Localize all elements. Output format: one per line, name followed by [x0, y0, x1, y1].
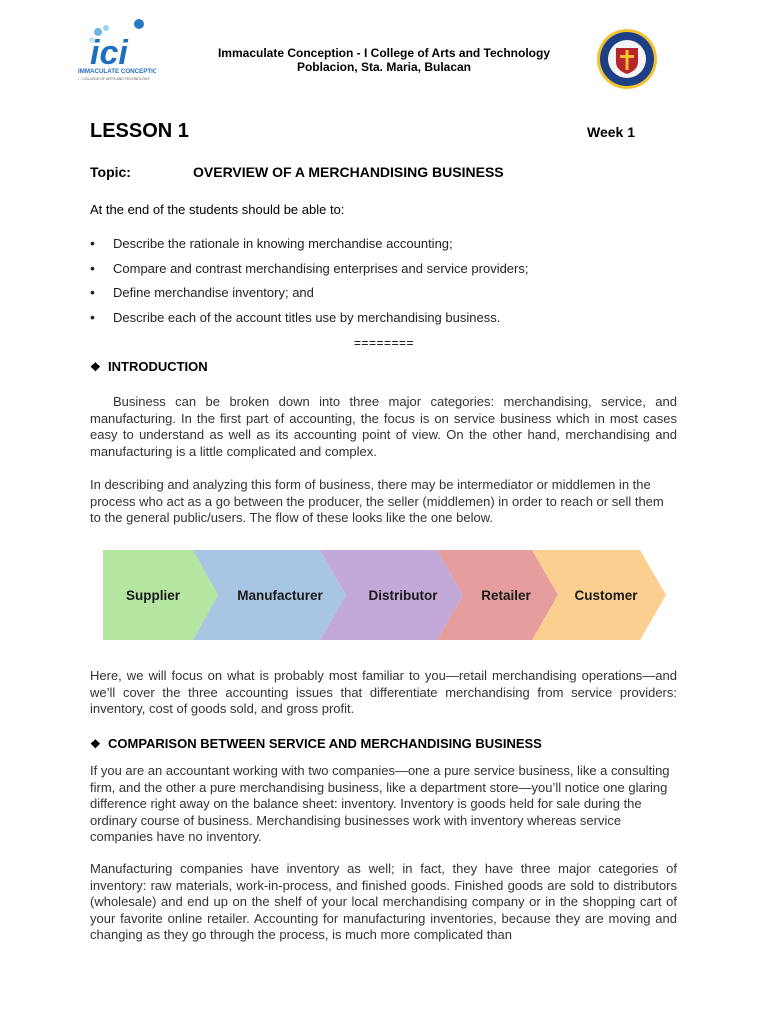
- objective-item: • Define merchandise inventory; and: [90, 285, 528, 310]
- flow-label-supplier: Supplier: [125, 588, 181, 603]
- school-name: Immaculate Conception - I College of Arts and Technology: [217, 46, 551, 60]
- flow-label-distributor: Distributor: [368, 588, 438, 603]
- comparison-heading: [90, 736, 542, 751]
- flow-label-manufacturer: Manufacturer: [237, 588, 323, 603]
- logo-wordmark: ici: [90, 34, 128, 72]
- school-seal-icon: [596, 28, 658, 90]
- topic-label: Topic:: [90, 164, 131, 180]
- school-header: [160, 46, 608, 74]
- comparison-paragraph-2: Manufacturing companies have inventory as well; in fact, they have three major categories of inventory: raw materials, work-in-process, and finished goods. Finished goods are sold to distributors (wholesale) and end up on the shelf of your local merchandising company or in the shopping cart of your favorite online retailer. Accounting for manufacturing inventories, because they are moving and changing as they go through the process, is much more complicated than: [90, 861, 677, 942]
- comparison-paragraph-1: If you are an accountant working with two companies—one a pure service business, like a consulting firm, and the other a pure merchandising business, like a department store—you’ll notice one glaring difference right away on the balance sheet: inventory. Inventory is goods held for sale during the ordinary course of business. Merchandising businesses work with inventory whereas service companies have no inventory.: [90, 763, 670, 844]
- school-logo: [76, 18, 156, 82]
- objectives-list: [90, 236, 528, 334]
- introduction-heading: [90, 359, 208, 374]
- lesson-title: LESSON 1: [90, 120, 189, 142]
- flow-label-customer: Customer: [574, 588, 638, 603]
- section-divider: ========: [353, 336, 415, 350]
- intro-paragraph-1: Business can be broken down into three major categories: merchandising, service, and manufacturing. In the first part of accounting, the focus is on service business which in most cases easy to understand as well as its accounting point of view. On the other hand, merchandising and manufacturing is a little complicated and complex.: [90, 394, 677, 459]
- intro-paragraph-3: Here, we will focus on what is probably most familiar to you—retail merchandising operations—and we’ll cover the three accounting issues that differentiate merchandising from service providers: inventory, cost of goods sold, and gross profit.: [90, 668, 677, 716]
- diamond-bullet-icon: ❖: [90, 360, 101, 374]
- logo-caption-small: I - COLLEGE OF ARTS AND TECHNOLOGY: [78, 77, 150, 81]
- diamond-bullet-icon: ❖: [90, 737, 101, 751]
- flow-label-retailer: Retailer: [481, 588, 531, 603]
- logo-caption: IMMACULATE CONCEPTION: [78, 68, 156, 75]
- intro-paragraph-2: In describing and analyzing this form of business, there may be intermediator or middlemen in the process who act as a go between the producer, the seller (middlemen) in order to reach or sell them to the general public/users. The flow of these looks like the one below.: [90, 477, 664, 525]
- week-label: Week 1: [587, 124, 635, 140]
- objectives-intro: At the end of the students should be able to:: [90, 202, 345, 217]
- objective-item: • Compare and contrast merchandising enterprises and service providers;: [90, 261, 528, 286]
- school-address: Poblacion, Sta. Maria, Bulacan: [296, 60, 472, 74]
- objective-item: • Describe the rationale in knowing merchandise accounting;: [90, 236, 528, 261]
- supply-chain-flow-diagram: [103, 550, 666, 640]
- topic-title: OVERVIEW OF A MERCHANDISING BUSINESS: [193, 164, 504, 180]
- objective-item: • Describe each of the account titles use by merchandising business.: [90, 310, 528, 335]
- comparison-heading-text: COMPARISON BETWEEN SERVICE AND MERCHANDISING BUSINESS: [108, 736, 542, 751]
- introduction-heading-text: INTRODUCTION: [108, 359, 208, 374]
